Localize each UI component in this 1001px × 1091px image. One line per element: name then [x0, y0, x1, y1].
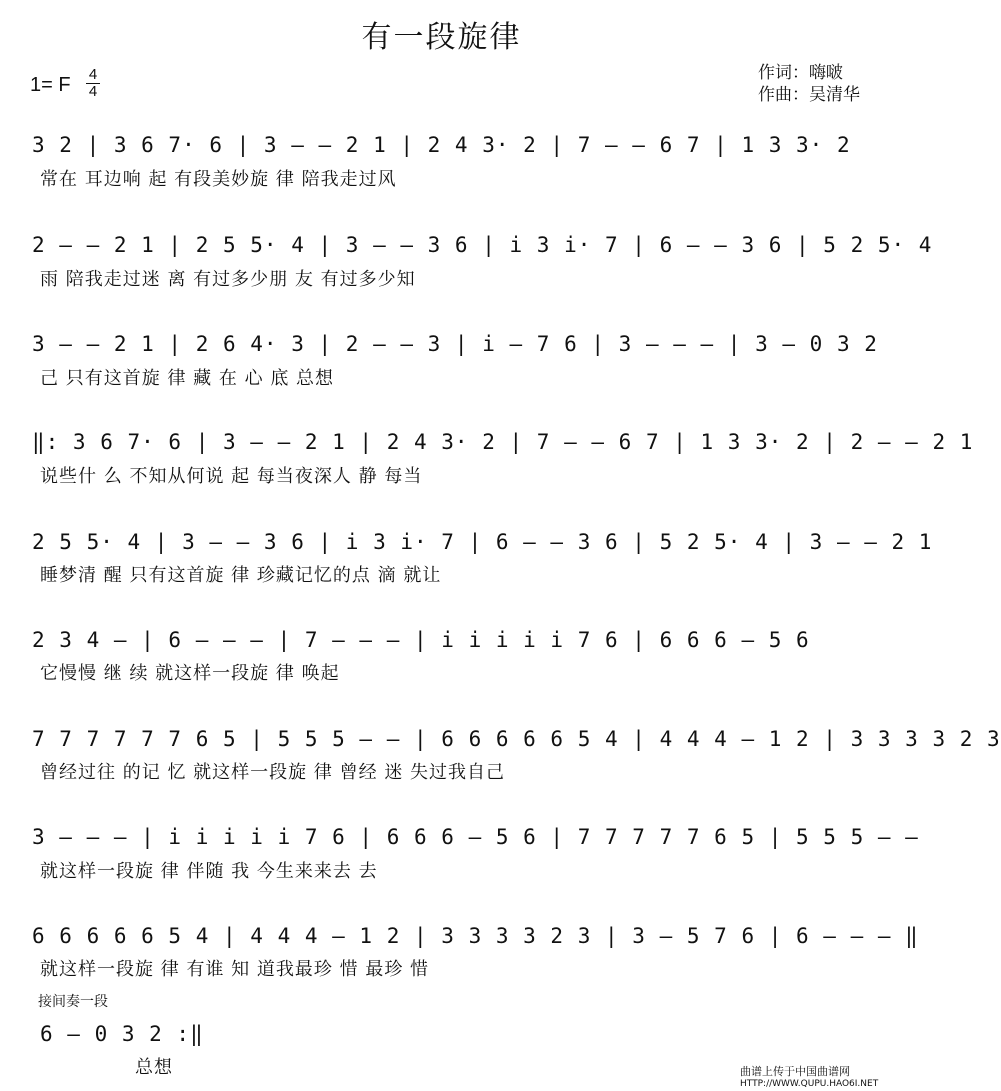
page-title: 有一段旋律	[361, 20, 522, 55]
lyricist-credit: 作词：嗨啵	[758, 63, 843, 83]
lyric-row-8: 就这样一段旋 律 伴随 我 今生来来去 去	[40, 861, 378, 882]
meter-bottom: 4	[88, 83, 98, 100]
notation-row-2: 2 — — 2 1 | 2 5 5· 4 | 3 — — 3 6 | i 3 i· 7 | 6 — — 3 6 | 5 2 5· 4	[32, 233, 933, 257]
interlude-lyric: 总想	[135, 1057, 173, 1078]
key-signature: 1= F	[30, 74, 71, 96]
notation-row-6: 2 3 4 — | 6 — — — | 7 — — — | i i i i i 7 6 | 6 6 6 — 5 6	[32, 628, 810, 652]
notation-row-1: 3 2 | 3 6 7· 6 | 3 — — 2 1 | 2 4 3· 2 | 7 — — 6 7 | 1 3 3· 2	[32, 133, 851, 157]
lyric-row-9: 就这样一段旋 律 有谁 知 道我最珍 惜 最珍 惜	[40, 959, 430, 980]
meter-top: 4	[88, 66, 98, 83]
interlude-notation: 6 — 0 3 2 :‖	[40, 1022, 204, 1046]
watermark-line-1: 曲谱上传于中国曲谱网	[740, 1065, 850, 1078]
lyric-row-2: 雨 陪我走过迷 离 有过多少朋 友 有过多少知	[40, 269, 416, 290]
notation-row-9: 6 6 6 6 6 5 4 | 4 4 4 — 1 2 | 3 3 3 3 2 3 | 3 — 5 7 6 | 6 — — — ‖	[32, 924, 919, 948]
lyric-row-5: 睡梦清 醒 只有这首旋 律 珍藏记忆的点 滴 就让	[40, 565, 442, 586]
notation-row-3: 3 — — 2 1 | 2 6 4· 3 | 2 — — 3 | i — 7 6 | 3 — — — | 3 — 0 3 2	[32, 332, 878, 356]
lyric-row-4: 说些什 么 不知从何说 起 每当夜深人 静 每当	[40, 466, 423, 487]
time-signature	[86, 68, 100, 99]
lyric-row-6: 它慢慢 继 续 就这样一段旋 律 唤起	[40, 663, 340, 684]
lyric-row-3: 己 只有这首旋 律 藏 在 心 底 总想	[40, 368, 335, 389]
watermark	[740, 1066, 878, 1090]
notation-row-5: 2 5 5· 4 | 3 — — 3 6 | i 3 i· 7 | 6 — — 3 6 | 5 2 5· 4 | 3 — — 2 1	[32, 530, 933, 554]
notation-row-7: 7 7 7 7 7 7 6 5 | 5 5 5 — — | 6 6 6 6 6 5 4 | 4 4 4 — 1 2 | 3 3 3 3 2 3	[32, 727, 1001, 751]
watermark-line-2: HTTP://WWW.QUPU.HAO6I.NET	[740, 1079, 879, 1089]
interlude-label: 接间奏一段	[38, 994, 108, 1010]
composer-credit: 作曲：吴清华	[758, 85, 860, 105]
notation-row-4: ‖: 3 6 7· 6 | 3 — — 2 1 | 2 4 3· 2 | 7 — — 6 7 | 1 3 3· 2 | 2 — — 2 1	[32, 430, 974, 454]
notation-row-8: 3 — — — | i i i i i 7 6 | 6 6 6 — 5 6 | 7 7 7 7 7 6 5 | 5 5 5 — —	[32, 825, 919, 849]
lyric-row-7: 曾经过往 的记 忆 就这样一段旋 律 曾经 迷 失过我自己	[40, 762, 506, 783]
lyric-row-1: 常在 耳边响 起 有段美妙旋 律 陪我走过风	[40, 169, 397, 190]
